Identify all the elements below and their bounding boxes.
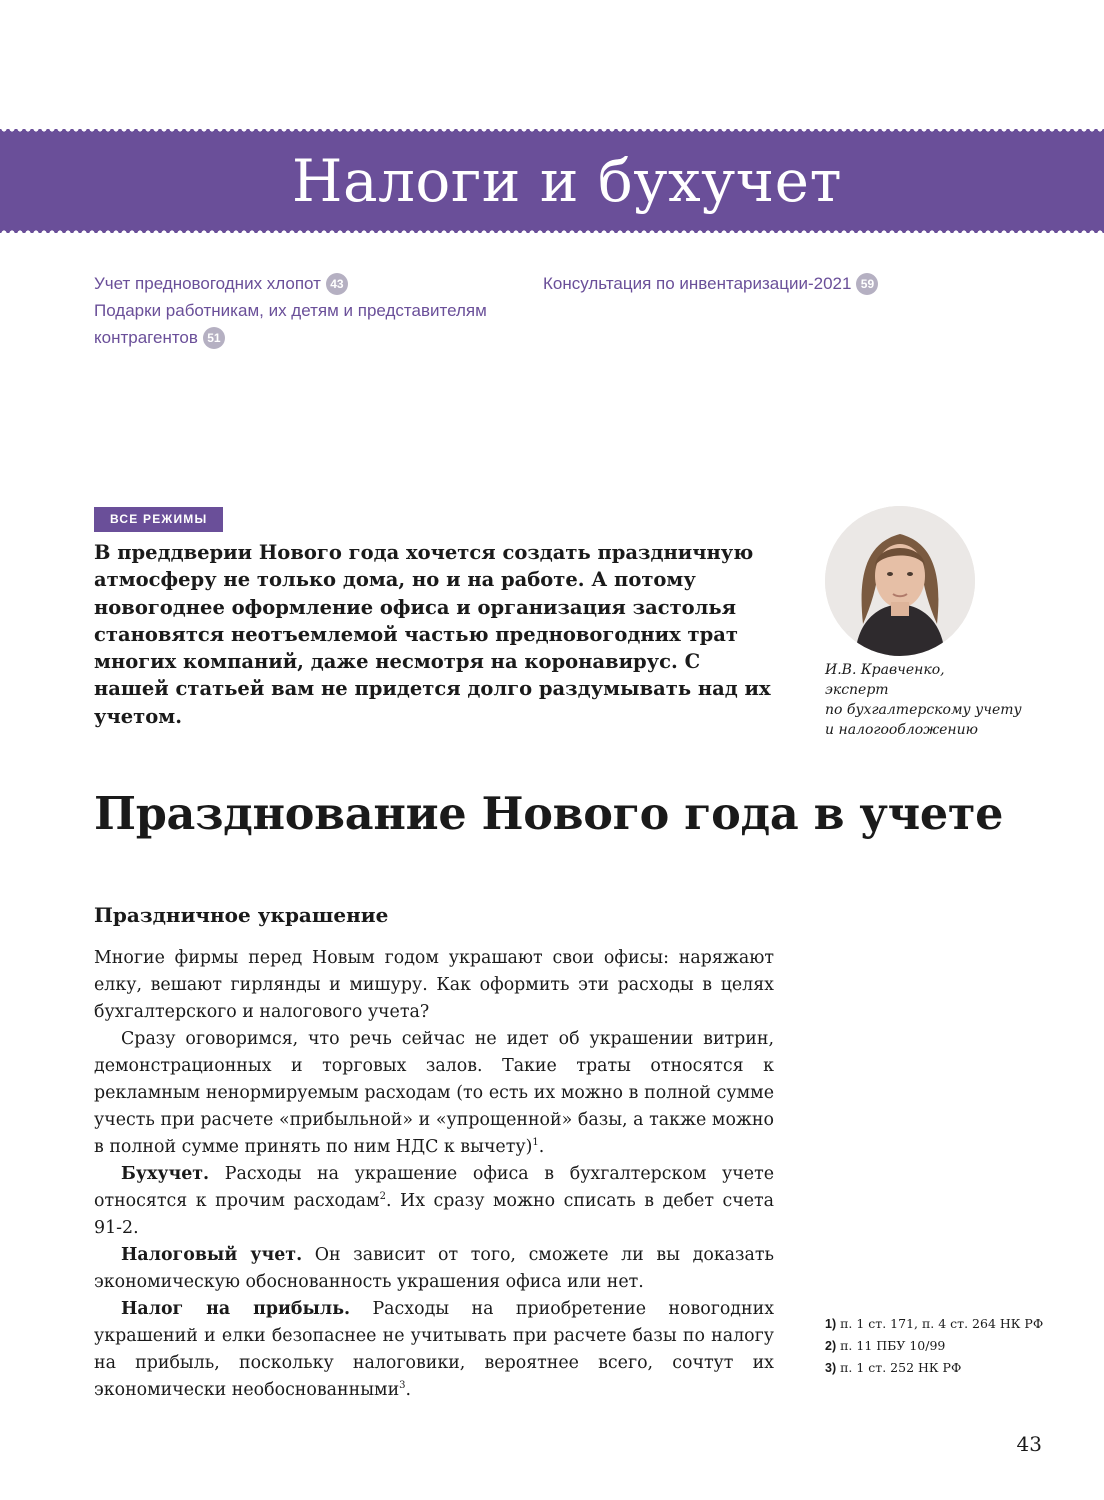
toc-item[interactable] bbox=[94, 297, 514, 351]
footnote-ref[interactable]: 3 bbox=[399, 1380, 406, 1391]
footnote-number: 3) bbox=[825, 1361, 837, 1375]
footnote-ref[interactable]: 2 bbox=[379, 1191, 386, 1202]
footnote-number: 1) bbox=[825, 1317, 837, 1331]
paragraph-text: . bbox=[538, 1137, 545, 1157]
author-role: и налогообложению bbox=[825, 722, 978, 738]
paragraph bbox=[94, 1242, 774, 1296]
article-subtitle: Праздничное украшение bbox=[94, 903, 389, 927]
footnotes bbox=[825, 1313, 1095, 1379]
author-role: эксперт bbox=[825, 682, 889, 698]
author-photo bbox=[825, 506, 975, 656]
article-body bbox=[94, 945, 774, 1404]
toc-item[interactable] bbox=[543, 270, 963, 297]
footnote-text: п. 11 ПБУ 10/99 bbox=[836, 1338, 946, 1353]
paragraph: Многие фирмы перед Новым годом украшают свои офисы: наряжают елку, вешают гирлянды и мишуру. Как оформить эти расходы в целях бухгалтерского и налогового учета? bbox=[94, 948, 774, 1022]
paragraph-text: Расходы на украшение офиса в бухгалтерском учете относятся к прочим расходам bbox=[94, 1164, 774, 1211]
paragraph bbox=[94, 1026, 774, 1161]
footnote bbox=[825, 1357, 1095, 1379]
footnote bbox=[825, 1335, 1095, 1357]
page-badge: 43 bbox=[326, 273, 348, 295]
page-number: 43 bbox=[1016, 1432, 1042, 1456]
article-lead: В преддверии Нового года хочется создать праздничную атмосферу не только дома, но и на работе. А потому новогоднее оформление офиса и организация застолья становятся неотъемлемой частью предновогодних трат многих компаний, даже несмотря на коронавирус. С нашей статьей вам не придется долго раздумывать над их учетом. bbox=[94, 541, 771, 728]
paragraph bbox=[94, 1161, 774, 1242]
paragraph bbox=[94, 1296, 774, 1404]
paragraph-lead: Налог на прибыль. bbox=[121, 1299, 351, 1319]
footnote-ref[interactable]: 1 bbox=[532, 1137, 539, 1148]
toc-item-label: Учет предновогодних хлопот bbox=[94, 274, 321, 293]
toc-item[interactable] bbox=[94, 270, 514, 297]
regime-tag: ВСЕ РЕЖИМЫ bbox=[94, 507, 223, 532]
paragraph-text: Расходы на приобретение новогодних украшений и елки безопаснее не учитывать при расчете базы по налогу на прибыль, поскольку налоговики, вероятнее всего, сочтут их экономически необоснованными bbox=[94, 1299, 775, 1400]
footnote-number: 2) bbox=[825, 1339, 837, 1353]
author-role: по бухгалтерскому учету bbox=[825, 702, 1022, 718]
author-caption bbox=[825, 660, 1085, 740]
toc-item-label: Консультация по инвентаризации-2021 bbox=[543, 274, 852, 293]
footnote-text: п. 1 ст. 252 НК РФ bbox=[836, 1360, 962, 1375]
article-title: Празднование Нового года в учете bbox=[94, 788, 1004, 840]
paragraph-text: Он зависит от того, сможете ли вы доказать экономическую обоснованность украшения офиса или нет. bbox=[94, 1245, 774, 1292]
author-portrait-icon bbox=[825, 506, 975, 656]
toc-item-label: Подарки работникам, их детям и представителям контрагентов bbox=[94, 301, 487, 347]
footnote-text: п. 1 ст. 171, п. 4 ст. 264 НК РФ bbox=[836, 1316, 1044, 1331]
section-banner bbox=[0, 129, 1104, 233]
paragraph-lead: Налоговый учет. bbox=[121, 1245, 303, 1265]
page-badge: 59 bbox=[856, 273, 878, 295]
page-badge: 51 bbox=[203, 327, 225, 349]
footnote bbox=[825, 1313, 1095, 1335]
toc-right bbox=[543, 270, 963, 297]
paragraph-lead: Бухучет. bbox=[121, 1164, 210, 1184]
paragraph-text: Сразу оговоримся, что речь сейчас не идет об украшении витрин, демонстрационных и торговых залов. Такие траты относятся к рекламным ненормируемым расходам (то есть их можно в полной сумме учесть при расчете «прибыльной» и «упрощенной» базы, а также можно в полной сумме принять по ним НДС к вычету) bbox=[94, 1029, 774, 1157]
section-title: Налоги и бухучет bbox=[291, 147, 843, 215]
author-name: И.В. Кравченко, bbox=[825, 662, 945, 678]
toc-left bbox=[94, 270, 514, 351]
paragraph-text: . Их сразу можно списать в дебет счета 91-2. bbox=[94, 1191, 775, 1238]
paragraph-text: . bbox=[405, 1380, 412, 1400]
